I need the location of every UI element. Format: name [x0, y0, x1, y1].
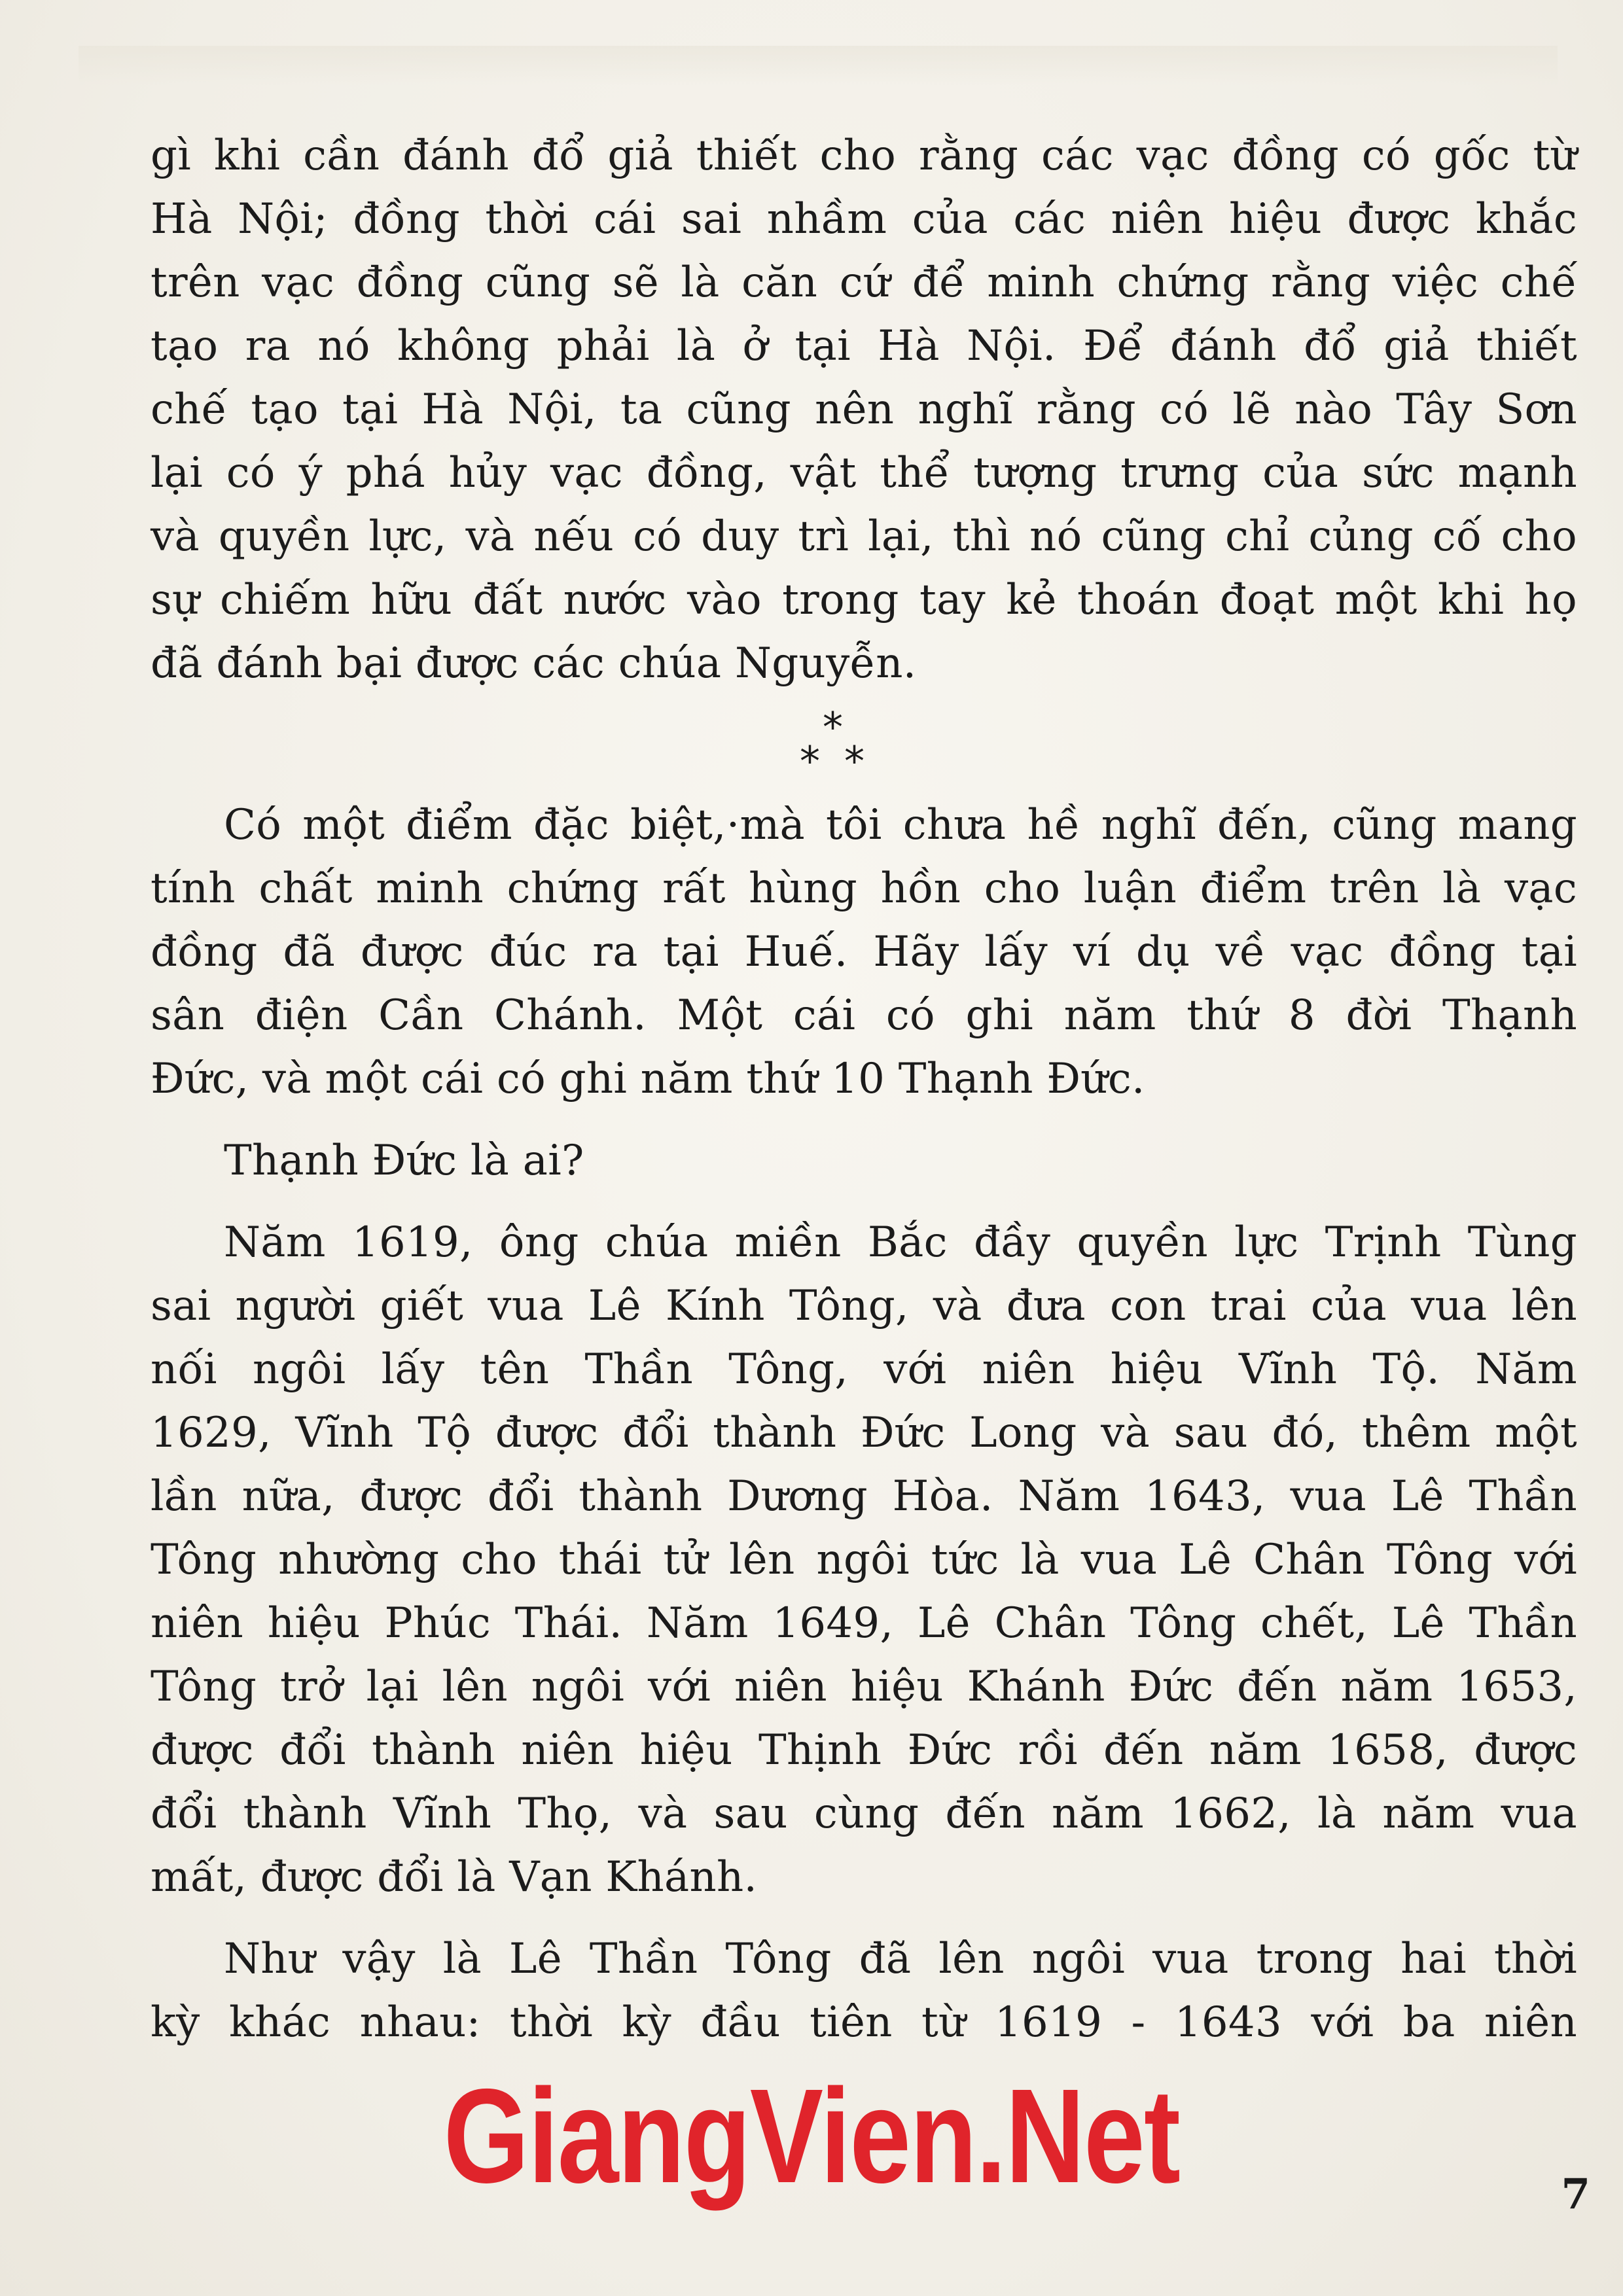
asterism-star: * — [844, 737, 865, 785]
text-line: chế tạo tại Hà Nội, ta cũng nên nghĩ rằng có lẽ nào Tây Sơn — [151, 385, 1577, 434]
watermark-logo: GiangVien.Net — [443, 2061, 1180, 2211]
text-line: trên vạc đồng cũng sẽ là căn cứ để minh chứng rằng việc chế — [151, 258, 1577, 307]
section-break-asterism — [151, 696, 1577, 794]
text-line: nối ngôi lấy tên Thần Tông, với niên hiệu Vĩnh Tộ. Năm — [151, 1345, 1577, 1394]
text-line: niên hiệu Phúc Thái. Năm 1649, Lê Chân Tông chết, Lê Thần — [151, 1599, 1577, 1648]
asterism-star: * — [800, 737, 820, 785]
text-line: được đổi thành niên hiệu Thịnh Đức rồi đến năm 1658, được — [151, 1726, 1577, 1775]
text-line: lần nữa, được đổi thành Dương Hòa. Năm 1643, vua Lê Thần — [151, 1472, 1577, 1521]
text-line: Có một điểm đặc biệt,·mà tôi chưa hề nghĩ đến, cũng mang — [224, 801, 1577, 849]
text-line: sự chiếm hữu đất nước vào trong tay kẻ thoán đoạt một khi họ — [151, 576, 1577, 624]
text-line: Thạnh Đức là ai? — [224, 1137, 584, 1185]
asterism-star: * — [823, 703, 843, 751]
text-line: Tông trở lại lên ngôi với niên hiệu Khánh Đức đến năm 1653, — [151, 1663, 1577, 1711]
text-line: Năm 1619, ông chúa miền Bắc đầy quyền lực Trịnh Tùng — [224, 1218, 1577, 1267]
text-line: đã đánh bại được các chúa Nguyễn. — [151, 639, 917, 688]
text-line: tạo ra nó không phải là ở tại Hà Nội. Để đánh đổ giả thiết — [151, 322, 1577, 370]
text-line: 1629, Vĩnh Tộ được đổi thành Đức Long và sau đó, thêm một — [151, 1409, 1577, 1457]
text-line: gì khi cần đánh đổ giả thiết cho rằng các vạc đồng có gốc từ — [151, 132, 1577, 180]
text-line: Tông nhường cho thái tử lên ngôi tức là vua Lê Chân Tông với — [151, 1536, 1577, 1584]
text-line: mất, được đổi là Vạn Khánh. — [151, 1853, 758, 1901]
text-line: sai người giết vua Lê Kính Tông, và đưa con trai của vua lên — [151, 1282, 1577, 1330]
text-line: Như vậy là Lê Thần Tông đã lên ngôi vua trong hai thời — [224, 1935, 1577, 1983]
text-line: lại có ý phá hủy vạc đồng, vật thể tượng trưng của sức mạnh — [151, 449, 1577, 497]
text-line: tính chất minh chứng rất hùng hồn cho luận điểm trên là vạc — [151, 864, 1577, 913]
body-text — [151, 124, 1577, 2055]
page-top-shadow — [79, 46, 1558, 85]
text-line: đổi thành Vĩnh Thọ, và sau cùng đến năm 1662, là năm vua — [151, 1790, 1577, 1838]
text-line: Đức, và một cái có ghi năm thứ 10 Thạnh Đức. — [151, 1055, 1145, 1103]
page-number: 7 — [1561, 2170, 1590, 2219]
text-line: đồng đã được đúc ra tại Huế. Hãy lấy ví dụ về vạc đồng tại — [151, 928, 1577, 976]
text-line: kỳ khác nhau: thời kỳ đầu tiên từ 1619 - 1643 với ba niên — [151, 1998, 1577, 2047]
text-line: Hà Nội; đồng thời cái sai nhầm của các niên hiệu được khắc — [151, 195, 1577, 243]
text-line: sân điện Cần Chánh. Một cái có ghi năm thứ 8 đời Thạnh — [151, 991, 1577, 1040]
text-line: và quyền lực, và nếu có duy trì lại, thì nó cũng chỉ củng cố cho — [151, 512, 1577, 561]
